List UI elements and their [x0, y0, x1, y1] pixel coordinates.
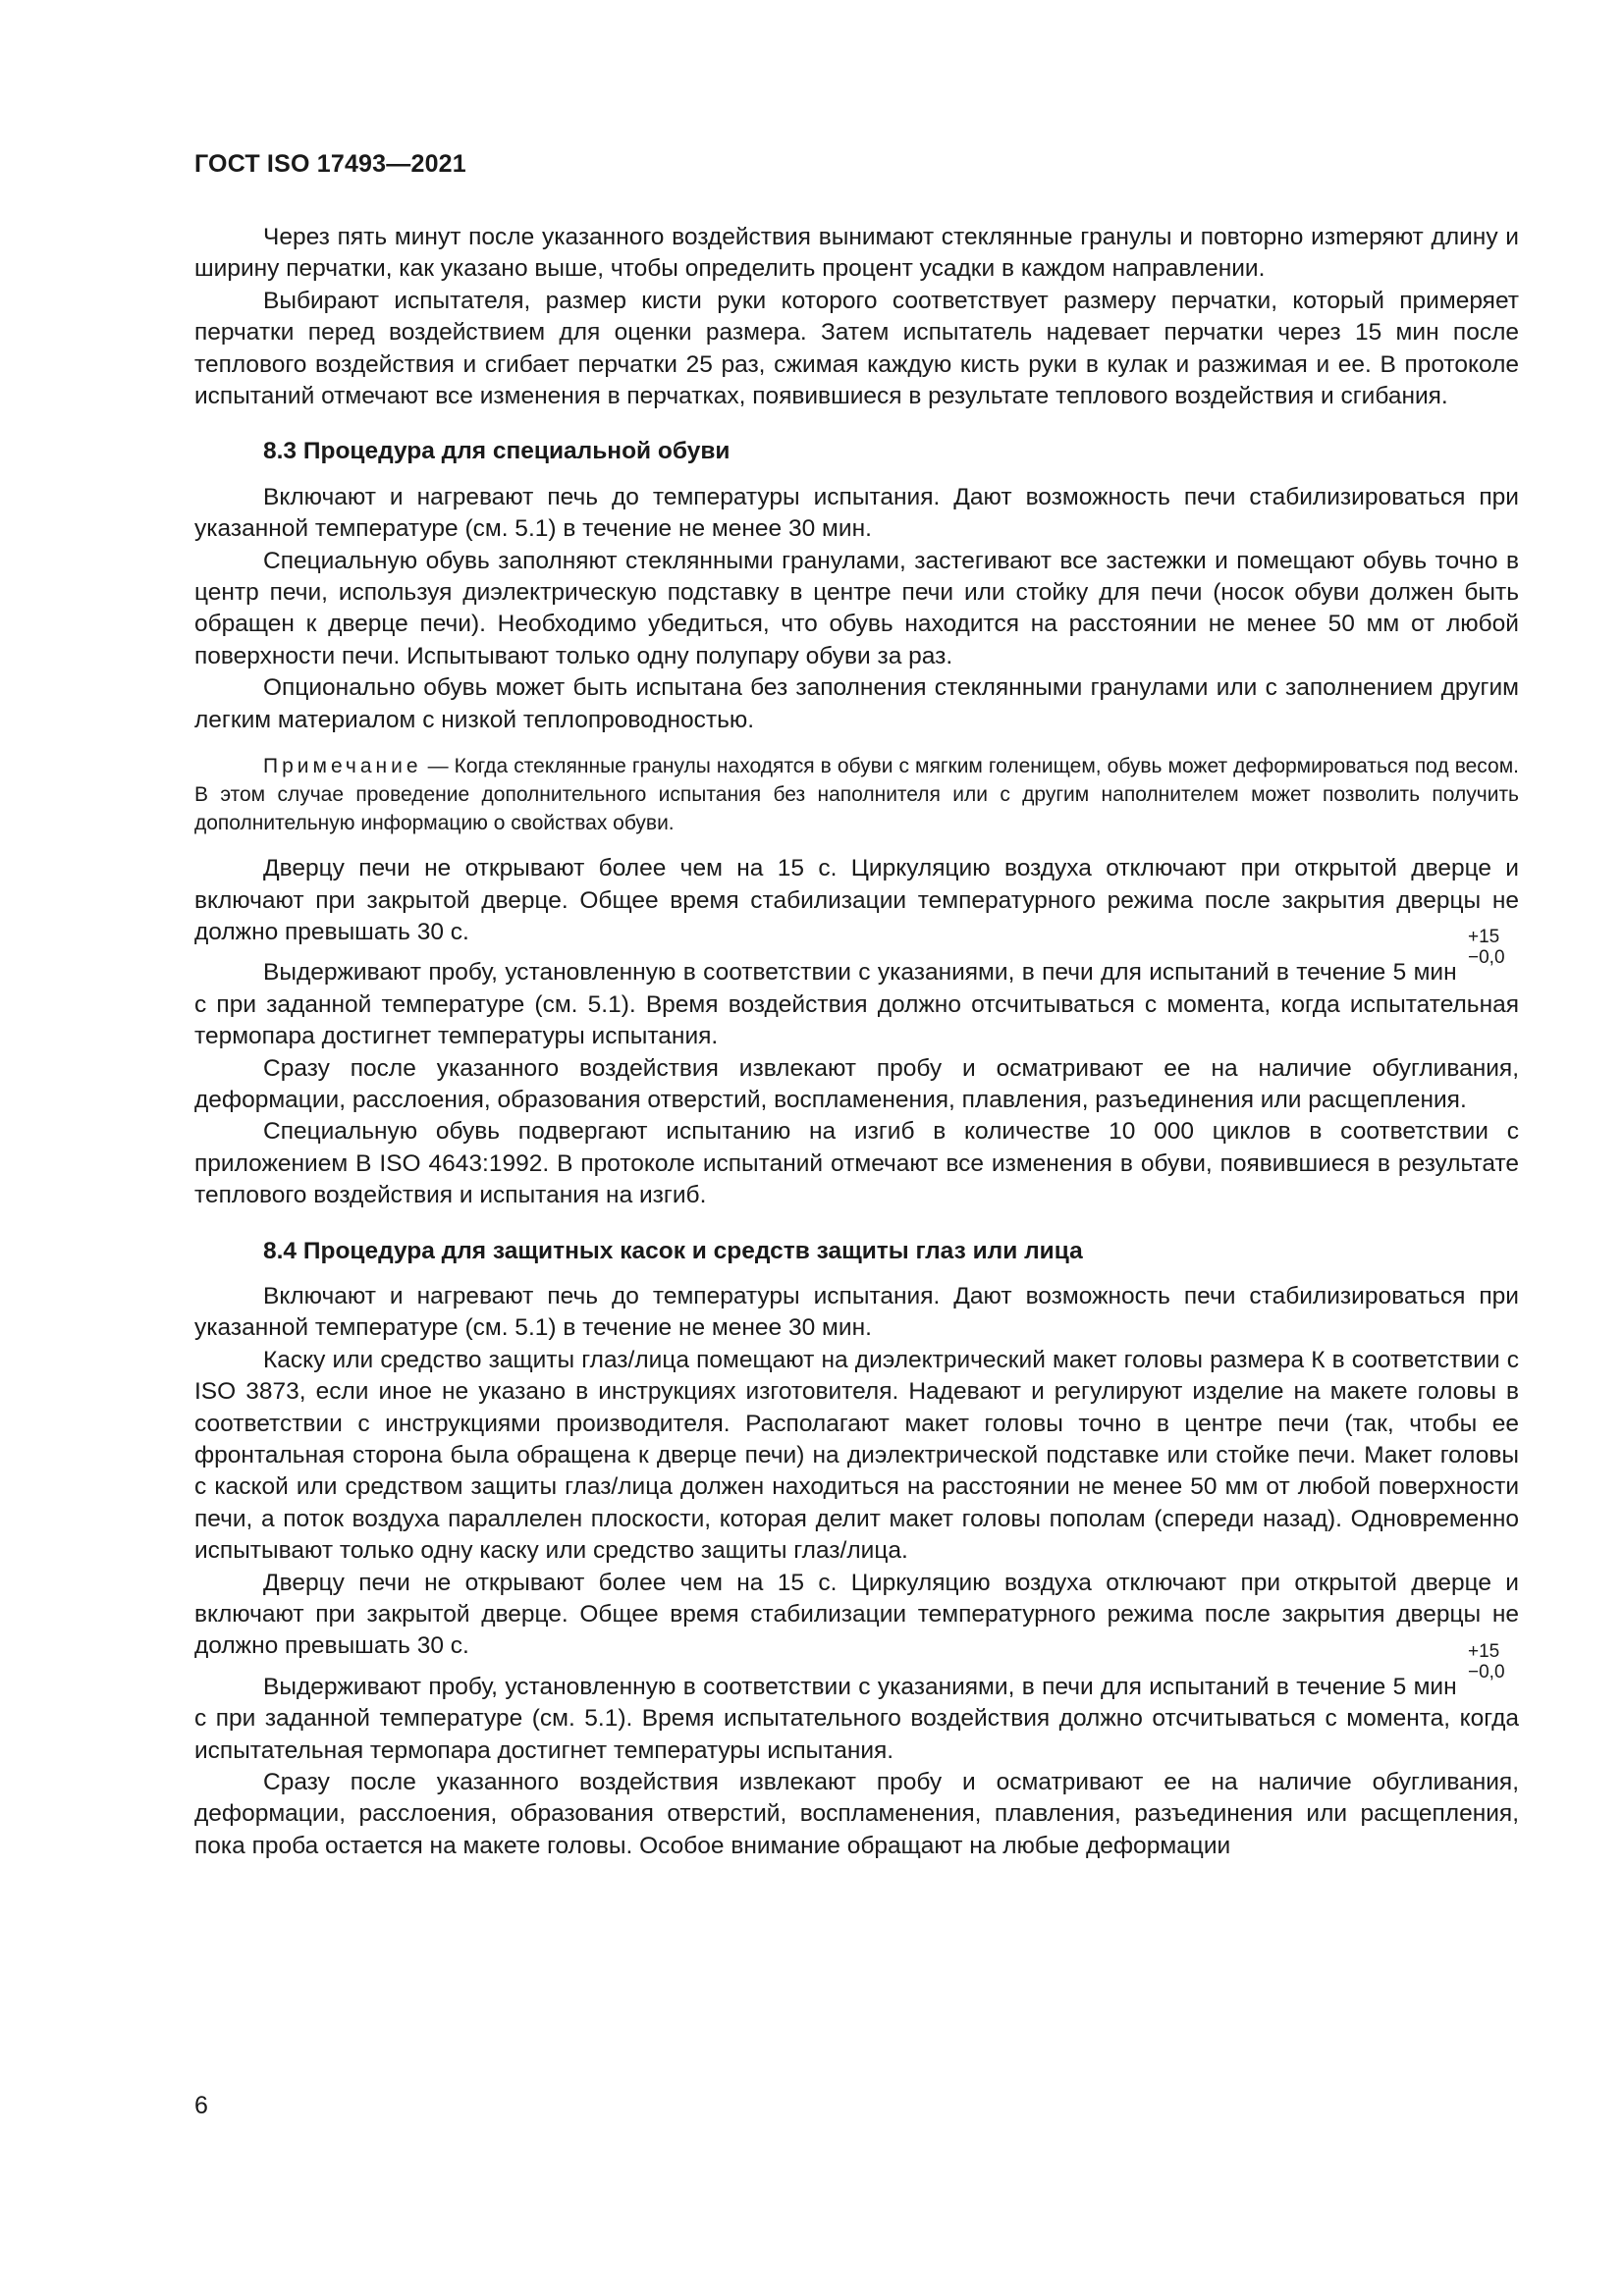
- section-heading-8-3: 8.3 Процедура для специальной обуви: [263, 438, 731, 465]
- standard-designation: ГОСТ ISO 17493—2021: [194, 150, 466, 178]
- note: [194, 752, 1519, 837]
- spacer: [194, 412, 1519, 436]
- paragraph-inspection-helmet: Сразу после указанного воздействия извлекают пробу и осматривают ее на наличие обугливания, деформации, расслоения, образования отверстий, воспламенения, плавления, разъединения или расщепления, пока проба остается на макете головы. Особое внимание обращают на любые деформации: [194, 1769, 1519, 1859]
- spacer: [194, 837, 1519, 853]
- exposure-text-end: с при заданной температуре (см. 5.1). Время испытательного воздействия должно отсчитываться с момента, когда испытательная термопара достигнет температуры испытания.: [194, 1705, 1519, 1764]
- spacer: [194, 1267, 1519, 1281]
- tolerance-plus: +15: [1468, 927, 1500, 948]
- paragraph-oven-heating: Включают и нагревают печь до температуры испытания. Дают возможность печи стабилизироваться при указанной температуре (см. 5.1) в течение не менее 30 мин.: [194, 483, 1519, 543]
- spacer: [194, 1212, 1519, 1236]
- paragraph-glove-shrinkage: Через пять минут после указанного воздействия вынимают стеклянные гранулы и повторно изmеряют длину и ширину перчатки, как указано выше, чтобы определить процент усадки в каждом направлении.: [194, 224, 1519, 283]
- spacer: [194, 468, 1519, 482]
- paragraph-inspection: Сразу после указанного воздействия извлекают пробу и осматривают ее на наличие обугливания, деформации, расслоения, образования отверстий, воспламенения, плавления, разъединения или расщепления.: [194, 1054, 1519, 1113]
- page-body: [194, 222, 1519, 1862]
- paragraph-oven-door-helmet: Дверцу печи не открывают более чем на 15 с. Циркуляцию воздуха отключают при открытой дверце и включают при закрытой дверце. Общее время стабилизации температурного режима после закрытия дверцы не должно превышать 30 с.: [194, 1569, 1519, 1660]
- spacer: [194, 736, 1519, 752]
- paragraph-exposure-time: [194, 927, 1519, 1052]
- time-tolerance: [1464, 1640, 1519, 1694]
- paragraph-flex-test: Специальную обувь подвергают испытанию на изгиб в количестве 10 000 циклов в соответствии с приложением В ISO 4643:1992. В протоколе испытаний отмечают все изменения в обуви, появившиеся в результате теплового воздействия и испытания на изгиб.: [194, 1118, 1519, 1209]
- tolerance-minus: −0,0: [1468, 1661, 1505, 1682]
- tolerance-plus: +15: [1468, 1640, 1500, 1662]
- time-tolerance: [1464, 927, 1519, 980]
- note-label: Примечание: [263, 755, 422, 778]
- paragraph-helmet-placement: Каску или средство защиты глаз/лица помещают на диэлектрический макет головы размера К в соответствии с ISO 3873, если иное не указано в инструкциях изготовителя. Надевают и регулируют изделие на макете головы в соответствии с инструкциями производителя. Располагают макет головы точно в центре печи (так, чтобы ее фронтальная сторона была обращена к дверце печи) на диэлектрической подставке или стойке печи. Макет головы с каской или средством защиты глаз/лица должен находиться на расстоянии не менее 50 мм от любой поверхности печи, а поток воздуха параллелен плоскости, которая делит макет головы пополам (спереди назад). Одновременно испытывают только одну каску или средство защиты глаз/лица.: [194, 1346, 1519, 1565]
- section-heading-8-4: 8.4 Процедура для защитных касок и средств защиты глаз или лица: [263, 1237, 1083, 1264]
- exposure-text-end: с при заданной температуре (см. 5.1). Время воздействия должно отсчитываться с момента, когда испытательная термопара достигнет температуры испытания.: [194, 990, 1519, 1050]
- paragraph-footwear-placement: Специальную обувь заполняют стеклянными гранулами, застегивают все застежки и помещают обувь точно в центр печи, используя диэлектрическую подставку в центре печи или стойку для печи (носок обуви должен быть обращен к дверце печи). Необходимо убедиться, что обувь находится на расстоянии не менее 50 мм от любой поверхности печи. Испытывают только одну полупару обуви за раз.: [194, 547, 1519, 669]
- paragraph-oven-heating-helmet: Включают и нагревают печь до температуры испытания. Дают возможность печи стабилизироваться при указанной температуре (см. 5.1) в течение не менее 30 мин.: [194, 1282, 1519, 1342]
- paragraph-oven-door: Дверцу печи не открывают более чем на 15 с. Циркуляцию воздуха отключают при открытой дверце и включают при закрытой дверце. Общее время стабилизации температурного режима после закрытия дверцы не должно превышать 30 с.: [194, 855, 1519, 945]
- exposure-text-start: Выдерживают пробу, установленную в соответствии с указаниями, в печи для испытаний в течение 5 мин: [263, 959, 1464, 987]
- page-number: 6: [194, 2092, 208, 2119]
- paragraph-exposure-time-helmet: [194, 1640, 1519, 1767]
- paragraph-glove-flexing: Выбирают испытателя, размер кисти руки которого соответствует размеру перчатки, который примеряет перчатки перед воздействием для оценки размера. Затем испытатель надевает перчатки через 15 мин после теплового воздействия и сгибает перчатки 25 раз, сжимая каждую кисть руки в кулак и разжимая и ее. В протоколе испытаний отмечают все изменения в перчатках, появившиеся в результате теплового воздействия и сгибания.: [194, 287, 1519, 410]
- paragraph-footwear-optional: Опционально обувь может быть испытана без заполнения стеклянными гранулами или с заполнением другим легким материалом с низкой теплопроводностью.: [194, 674, 1519, 733]
- note-text: — Когда стеклянные гранулы находятся в обуви с мягким голенищем, обувь может деформироваться под весом. В этом случае проведение дополнительного испытания без наполнителя или с другим наполнителем может позволить получить дополнительную информацию о свойствах обуви.: [194, 755, 1519, 835]
- tolerance-minus: −0,0: [1468, 947, 1505, 969]
- exposure-text-start: Выдерживают пробу, установленную в соответствии с указаниями, в печи для испытаний в течение 5 мин: [263, 1673, 1464, 1700]
